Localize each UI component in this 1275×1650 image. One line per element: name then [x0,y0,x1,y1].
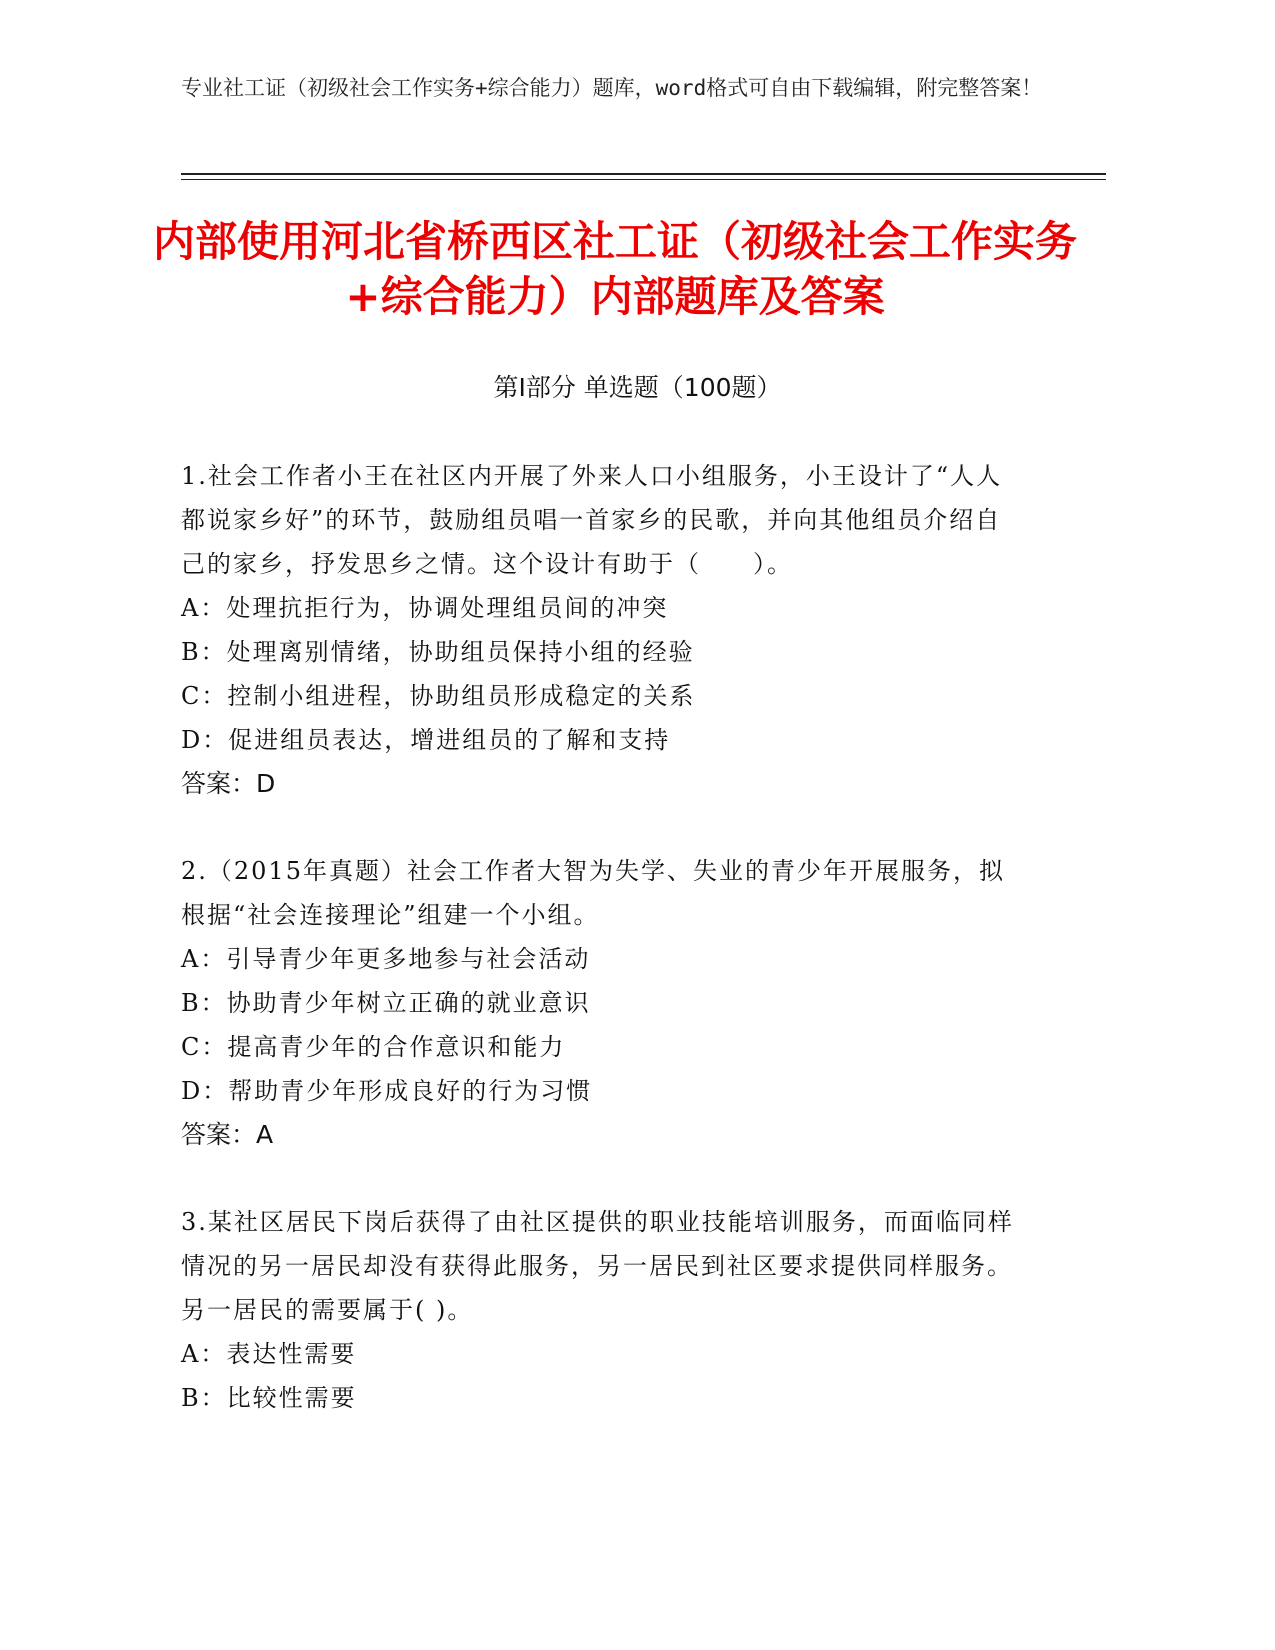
header-divider-thick [181,173,1106,175]
answer: 答案：D [181,769,276,798]
option-b: B：处理离别情绪，协助组员保持小组的经验 [181,638,695,666]
option-d: D：促进组员表达，增进组员的了解和支持 [181,726,671,754]
option-b: B：比较性需要 [181,1384,357,1412]
header-divider-thin [181,179,1106,180]
question-1 [181,454,1021,806]
question-2 [181,849,1021,1157]
page-header-intro: 专业社工证（初级社会工作实务+综合能力）题库，word格式可自由下载编辑，附完整答案！ [181,76,1043,100]
document-title: 内部使用河北省桥西区社工证（初级社会工作实务+综合能力）内部题库及答案 [152,217,1077,321]
option-c: C：提高青少年的合作意识和能力 [181,1033,566,1061]
option-a: A：处理抗拒行为，协调处理组员间的冲突 [181,594,669,622]
question-3 [181,1200,1021,1420]
question-stem: 1.社会工作者小王在社区内开展了外来人口小组服务，小王设计了“人人都说家乡好”的环节，鼓励组员唱一首家乡的民歌，并向其他组员介绍自己的家乡，抒发思乡之情。这个设计有助于（ ）。 [181,462,1003,578]
answer: 答案：A [181,1120,274,1149]
question-stem: 2.（2015年真题）社会工作者大智为失学、失业的青少年开展服务，拟根据“社会连接理论”组建一个小组。 [181,857,1005,929]
option-d: D：帮助青少年形成良好的行为习惯 [181,1077,593,1105]
question-stem: 3.某社区居民下岗后获得了由社区提供的职业技能培训服务，而面临同样情况的另一居民却没有获得此服务，另一居民到社区要求提供同样服务。另一居民的需要属于( )。 [181,1208,1014,1324]
question-list [181,454,1021,1463]
option-c: C：控制小组进程，协助组员形成稳定的关系 [181,682,696,710]
option-b: B：协助青少年树立正确的就业意识 [181,989,591,1017]
option-a: A：表达性需要 [181,1340,357,1368]
option-a: A：引导青少年更多地参与社会活动 [181,945,591,973]
section-title: 第Ⅰ部分 单选题（100题） [493,373,782,402]
